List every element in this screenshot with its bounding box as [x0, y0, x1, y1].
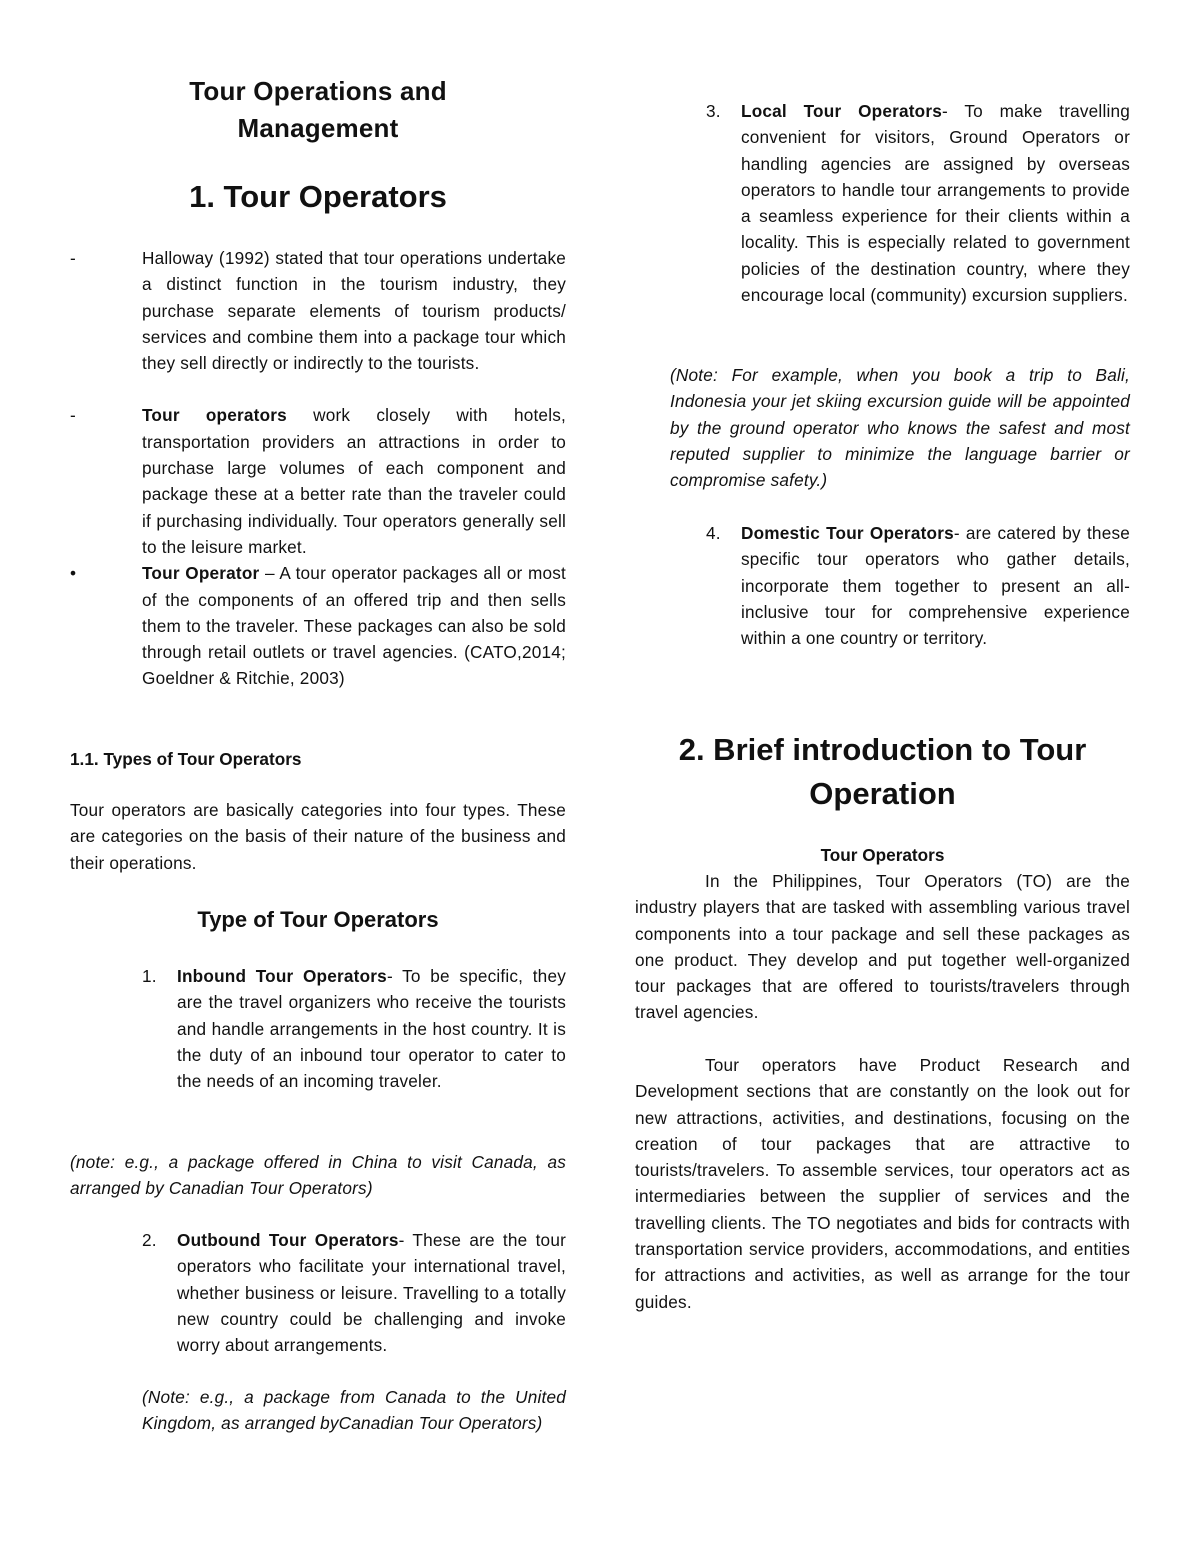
type-name: Outbound Tour Operators	[177, 1230, 399, 1250]
list-number: 3.	[706, 101, 721, 121]
list-number: 1.	[142, 966, 157, 986]
bullet-text: work closely with hotels, transportation providers an attractions in order to purchase large volumes of each component and package these at a better rate than the traveler could if purchasing individually. Tour operators generally sell to the leisure market.	[142, 405, 566, 557]
dash-marker: -	[70, 405, 76, 426]
section-2-paragraph-1: In the Philippines, Tour Operators (TO) are the industry players that are tasked with assembling various travel components into a tour package and sell these packages as one product. They develop and put together well-organized tour packages that are offered to tourists/travelers through travel agencies.	[635, 871, 1130, 1023]
subsection-heading: 1.1. Types of Tour Operators	[70, 749, 302, 769]
bullet-item	[70, 402, 566, 560]
section-2-subheading: Tour Operators	[820, 845, 945, 865]
type-item-4	[706, 520, 1131, 651]
list-number: 4.	[706, 523, 721, 543]
bullet-bold: Tour operators	[142, 405, 287, 426]
type-item-text	[706, 520, 1131, 651]
section-1-heading: 1. Tour Operators	[189, 179, 447, 214]
section-1-bullets	[70, 245, 566, 692]
types-heading: Type of Tour Operators	[197, 907, 439, 932]
type-name: Local Tour Operators	[741, 101, 943, 121]
type-item-text	[142, 1227, 566, 1358]
bullet-text: Halloway (1992) stated that tour operations undertake a distinct function in the tourism industry, they purchase separate elements of tourism products/ services and combine them into a package tour which they sell directly or indirectly to the tourists.	[142, 248, 566, 374]
type-item-3	[706, 98, 1130, 308]
bullet-text: – A tour operator packages all or most of the components of an offered trip and then sells them to the traveler. These packages can also be sold through retail outlets or travel agencies. (CATO,2014; Goeldner & Ritchie, 2003)	[142, 563, 566, 689]
type-description: - To be specific, they are the travel organizers who receive the tourists and handle arrangements in the host country. It is the duty of an inbound tour operator to cater to the needs of an incoming traveler.	[177, 966, 566, 1092]
bullet-dot-icon: •	[70, 563, 77, 584]
section-2-heading-text: 2. Brief introduction to Tour Operation	[678, 732, 1087, 811]
type-description: - are catered by these specific tour operators who gather details, incorporate them together to present an all- inclusive tour for comprehensive experience within a one country or territory.	[741, 523, 1131, 649]
type-name: Inbound Tour Operators	[177, 966, 387, 986]
section-2-paragraph-2: Tour operators have Product Research and Development sections that are constantly on the look out for new attractions, activities, and destinations, focusing on the creation of tour packages that are attractive to tourists/travelers. To assemble services, tour operators act as intermediaries between the supplier of services and the travelling clients. The TO negotiates and bids for contracts with transportation service providers, accommodations, and entities for attractions and activities, as well as arrange for the tour guides.	[635, 1055, 1130, 1312]
dash-marker: -	[70, 248, 76, 268]
document-title	[70, 73, 566, 147]
section-2-heading	[635, 728, 1130, 816]
type-1-note: (note: e.g., a package offered in China to visit Canada, as arranged by Canadian Tour Operators)	[70, 1152, 566, 1199]
type-item-text	[706, 98, 1130, 308]
type-item-1	[142, 963, 566, 1094]
list-number: 2.	[142, 1230, 157, 1250]
type-item-text	[142, 963, 566, 1094]
type-name: Domestic Tour Operators	[741, 523, 954, 543]
type-description: - These are the tour operators who facilitate your international travel, whether business or leisure. Travelling to a totally new country could be challenging and invoke worry about arrangements.	[177, 1230, 566, 1356]
bullet-item	[70, 245, 566, 376]
type-description: - To make travelling convenient for visitors, Ground Operators or handling agencies are assigned by overseas operators to handle tour arrangements to provide a seamless experience for their clients within a locality. This is especially related to government policies of the destination country, where they encourage local (community) excursion suppliers.	[741, 101, 1130, 306]
type-item-2	[142, 1227, 566, 1358]
bullet-item	[70, 560, 566, 691]
document-title-text: Tour Operations and Management	[189, 76, 447, 143]
type-2-note: (Note: e.g., a package from Canada to the United Kingdom, as arranged byCanadian Tour Operators)	[142, 1387, 566, 1434]
type-3-note: (Note: For example, when you book a trip to Bali, Indonesia your jet skiing excursion guide will be appointed by the ground operator who knows the safest and most reputed supplier to minimize the language barrier or compromise safety.)	[670, 365, 1130, 491]
subsection-intro: Tour operators are basically categories into four types. These are categories on the basis of their nature of the business and their operations.	[70, 800, 566, 873]
bullet-bold: Tour Operator	[142, 563, 260, 584]
